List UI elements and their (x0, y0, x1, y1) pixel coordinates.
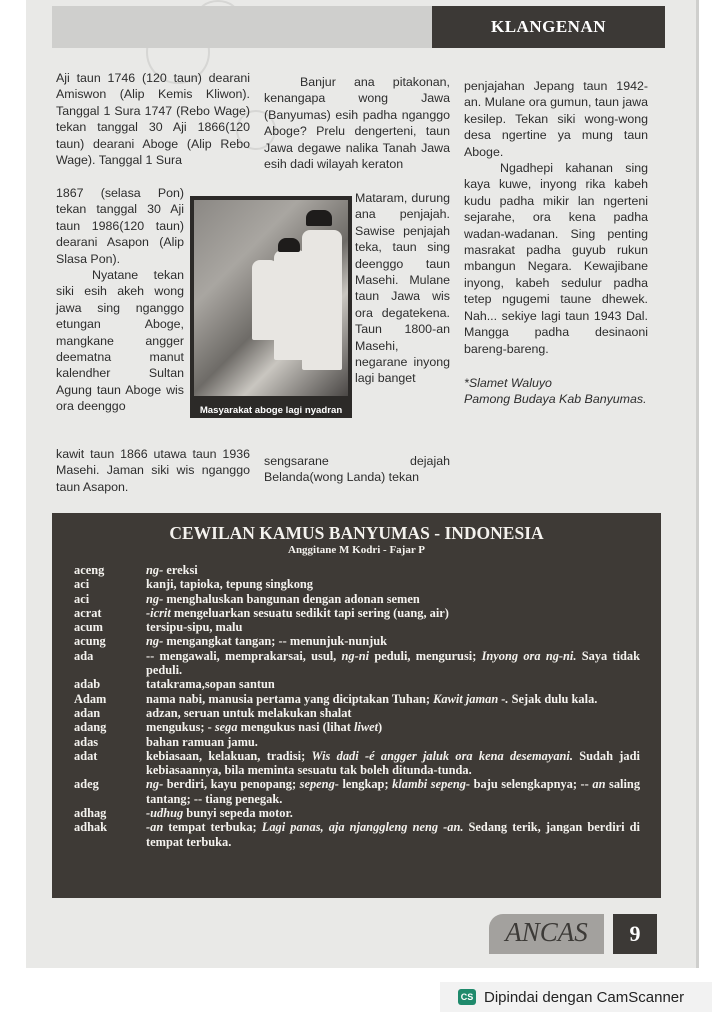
dictionary-entry (74, 649, 640, 678)
entry-term: adhak (74, 820, 108, 835)
entry-term: adab (74, 677, 101, 692)
dictionary-entry (74, 777, 640, 806)
dictionary-entry (74, 806, 640, 820)
entry-definition (146, 649, 640, 678)
definition-segment: kanji, tapioka, tepung singkong (146, 577, 313, 592)
definition-segment: lengkap; (338, 777, 393, 792)
dictionary-box (52, 513, 661, 898)
dictionary-entry (74, 706, 640, 720)
article-col1-narrow (56, 185, 184, 415)
definition-segment: tempat terbuka; (163, 820, 262, 835)
magazine-logo: ANCAS (489, 914, 604, 954)
entry-term: aci (74, 577, 90, 592)
definition-segment: ng- (146, 634, 164, 649)
dictionary-entry (74, 677, 640, 691)
dictionary-entry (74, 820, 640, 849)
photo-image (194, 200, 348, 396)
definition-segment: Saya tidak peduli. (146, 648, 641, 678)
dictionary-entry (74, 735, 640, 749)
dictionary-entry (74, 634, 640, 648)
dictionary-entry (74, 692, 640, 706)
article-paragraph: Ngadhepi kahanan sing kaya kuwe, inyong rika kabeh kudu padha mikir lan ngerteni sejarahe, ora kena padha wadan-wadanan. Sing penting masrakat padha guyub rukun mbangun Negara. Kewajibane inyong, kabeh sedulur padha tetep ngugemi taune dhewek. Nah... sekiye lagi taun 1943 Dal. Mangga padha desinaoni bareng-bareng. (464, 161, 648, 356)
entry-definition (146, 592, 640, 606)
camscanner-watermark (440, 982, 712, 1012)
entry-definition (146, 720, 640, 734)
dictionary-entry (74, 563, 640, 577)
definition-segment: bahan ramuan jamu. (146, 734, 258, 749)
definition-segment: baju selengkapnya; -- (470, 777, 593, 792)
entry-term: adeg (74, 777, 99, 792)
entry-definition (146, 606, 640, 620)
definition-segment: tatakrama,sopan santun (146, 677, 275, 692)
camscanner-label: Dipindai dengan CamScanner (484, 988, 685, 1006)
article-col2-top: Banjur ana pitakonan, kenangapa wong Jawa (Banyumas) esih padha nganggo Aboge? Prelu dengerteni, taun Jawa degawe nalika Tanah Jawa esih dadi wilayah keraton (264, 75, 450, 172)
definition-segment: ng- (146, 563, 164, 577)
definition-segment: bunyi sepeda motor. (183, 806, 293, 821)
definition-segment: ng- (146, 777, 164, 792)
definition-segment: sega (214, 720, 238, 735)
article-col2-bottom: sengsarane dejajah Belanda(wong Landa) tekan (264, 454, 450, 485)
article-photo (190, 196, 352, 418)
entry-definition (146, 677, 640, 691)
definition-segment: -an (146, 820, 164, 835)
author-role: Pamong Budaya Kab Banyumas. (464, 392, 647, 407)
entry-term: adhag (74, 806, 107, 821)
dictionary-entry (74, 592, 640, 606)
entry-definition (146, 692, 640, 706)
dictionary-title: CEWILAN KAMUS BANYUMAS - INDONESIA (169, 523, 544, 543)
definition-segment: ereksi (163, 563, 198, 577)
entry-term: adang (74, 720, 107, 735)
entry-term: Adam (74, 691, 107, 706)
definition-segment: ) (378, 720, 383, 735)
article-col1-top: Aji taun 1746 (120 taun) dearani Amiswon (Alip Kemis Kliwon). Tanggal 1 Sura 1747 (Rebo Wage) tekan tanggal 30 Aji 1866(120 taun) dearani Aboge (Alip Rebo Wage). Tanggal 1 Sura (56, 71, 250, 168)
definition-segment: Inyong ora ng-ni. (481, 648, 577, 663)
entry-term: acrat (74, 605, 102, 620)
article-paragraph: Nyatane tekan siki esih akeh wong jawa sing nganggo etungan Aboge, mangkane angger deematna manut kalendher Sultan Agung taun Aboge wis ora deenggo (56, 268, 184, 414)
entry-definition (146, 820, 640, 849)
dictionary-entry (74, 749, 640, 778)
definition-segment: Kawit jaman -. (433, 691, 509, 706)
definition-segment: mengukus nasi (lihat (237, 720, 354, 735)
definition-segment: sepeng- (299, 777, 339, 792)
definition-segment: adzan, seruan untuk melakukan shalat (146, 705, 352, 720)
definition-segment: Sedang terik, jangan berdiri di tempat terbuka. (146, 820, 640, 849)
definition-segment: an (592, 777, 606, 792)
article-col3 (464, 78, 648, 408)
dictionary-entry (74, 720, 640, 734)
definition-segment: Lagi panas, aja njanggleng neng -an. (261, 820, 464, 835)
dictionary-entry (74, 606, 640, 620)
section-title: KLANGENAN (432, 6, 665, 48)
entry-definition (146, 634, 640, 648)
entry-definition (146, 563, 640, 577)
definition-segment: -udhug (146, 806, 184, 821)
entry-term: adas (74, 734, 99, 749)
definition-segment: ng- (146, 591, 164, 606)
definition-segment: mengangkat tangan; -- menunjuk-nunjuk (163, 634, 387, 649)
author-name: *Slamet Waluyo (464, 375, 552, 390)
photo-caption: Masyarakat aboge lagi nyadran (199, 405, 343, 416)
entry-term: aceng (74, 563, 105, 577)
entry-term: acung (74, 634, 106, 649)
dictionary-entry (74, 577, 640, 591)
entry-term: aci (74, 591, 90, 606)
definition-segment: -- mengawali, memprakarsai, usul, (146, 648, 342, 663)
entry-term: adat (74, 748, 98, 763)
entry-definition (146, 577, 640, 591)
definition-segment: menghaluskan bangunan dengan adonan semen (163, 591, 420, 606)
entry-definition (146, 706, 640, 720)
entry-term: ada (74, 648, 94, 663)
article-col1-bottom: kawit taun 1866 utawa taun 1936 Masehi. Jaman siki wis nganggo taun Asapon. (56, 447, 250, 494)
entry-definition (146, 735, 640, 749)
article-paragraph: penjajahan Jepang taun 1942-an. Mulane ora gumun, taun jawa kesilep. Tekan siki wong-wong desa ngertine ya mung taun Aboge. (464, 79, 648, 159)
article-col2-narrow: Mataram, durung ana penjajah. Sawise penjajah teka, taun sing deenggo taun Masehi. Mulane taun Jawa wis ora degatekena. Taun 1800-an Masehi, negarane inyong lagi banget (355, 191, 450, 386)
definition-segment: liwet (353, 720, 379, 735)
page-number: 9 (613, 914, 657, 954)
definition-segment: mengukus; - (146, 720, 215, 735)
definition-segment: Wis dadi -é angger jaluk ora kena desemayani. (311, 748, 573, 763)
dictionary-subtitle: Anggitane M Kodri - Fajar P (288, 544, 425, 556)
camscanner-logo-icon: CS (458, 989, 476, 1005)
entry-definition (146, 620, 640, 634)
definition-segment: Sudah jadi kebiasaannya, bila meminta sesuatu tak boleh ditunda-tunda. (146, 748, 640, 778)
dictionary-entries (74, 563, 640, 849)
definition-segment: berdiri, kayu penopang; (163, 777, 300, 792)
entry-term: acum (74, 620, 103, 635)
entry-definition (146, 749, 640, 778)
entry-definition (146, 806, 640, 820)
definition-segment: klambi sepeng- (392, 777, 471, 792)
entry-term: adan (74, 705, 101, 720)
entry-definition (146, 777, 640, 806)
definition-segment: kebiasaan, kelakuan, tradisi; (146, 748, 312, 763)
definition-segment: tersipu-sipu, malu (146, 620, 243, 635)
definition-segment: peduli, mengurusi; (369, 648, 482, 663)
definition-segment: -icrit (146, 605, 171, 620)
article-paragraph: 1867 (selasa Pon) tekan tanggal 30 Aji taun 1986(120 taun) dearani Asapon (Alip Slasa Pon). (56, 186, 184, 266)
definition-segment: mengeluarkan sesuatu sedikit tapi sering (uang, air) (170, 605, 449, 620)
definition-segment: nama nabi, manusia pertama yang diciptakan Tuhan; (146, 691, 434, 706)
definition-segment: Sejak dulu kala. (508, 691, 598, 706)
dictionary-entry (74, 620, 640, 634)
definition-segment: saling tantang; -- tiang penegak. (146, 777, 641, 806)
definition-segment: ng-ni (341, 648, 370, 663)
